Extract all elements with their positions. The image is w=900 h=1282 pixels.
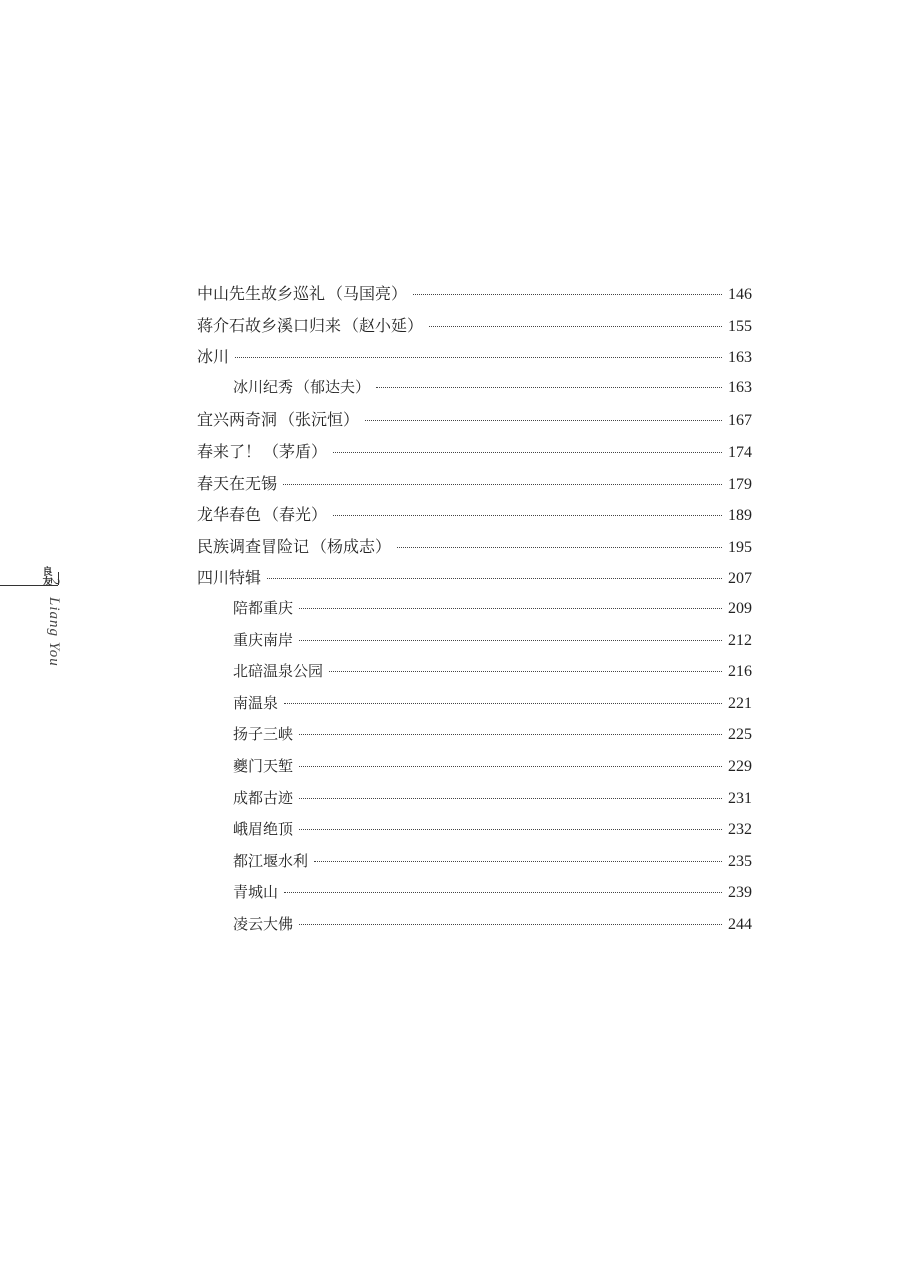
toc-entry-title: 凌云大佛 (233, 914, 294, 933)
toc-entry-page: 225 (728, 726, 752, 744)
toc-entry-title: 峨眉绝顶 (233, 820, 294, 839)
toc-entry[interactable] (197, 723, 752, 755)
toc-entry-title: 宜兴两奇洞 (197, 410, 278, 430)
dot-leader (429, 326, 722, 327)
side-logo: 良友 (40, 566, 51, 586)
toc-entry-author: （茅盾） (263, 441, 328, 461)
toc-entry[interactable] (197, 913, 752, 945)
toc-entry-title: 南温泉 (233, 693, 279, 712)
toc-entry-author: （春光） (263, 505, 328, 525)
toc-entry-page: 212 (728, 631, 752, 649)
toc-entry-page: 232 (728, 821, 752, 839)
dot-leader (235, 357, 722, 358)
toc-entry-page: 221 (728, 694, 752, 712)
toc-entry[interactable] (197, 597, 752, 629)
toc-entry-title: 龙华春色 (197, 505, 262, 525)
dot-leader (299, 829, 722, 830)
dot-leader (283, 484, 722, 485)
toc-entry-page: 179 (728, 475, 752, 493)
toc-entry-page: 155 (728, 317, 752, 335)
dot-leader (376, 387, 722, 388)
dot-leader (267, 578, 722, 579)
toc-entry-page: 216 (728, 663, 752, 681)
toc-entry-title: 北碚温泉公园 (233, 662, 324, 681)
toc-entry[interactable] (197, 439, 752, 471)
dot-leader (397, 547, 722, 548)
toc-entry-title: 重庆南岸 (233, 630, 294, 649)
toc-entry[interactable] (197, 471, 752, 503)
toc-entry[interactable] (197, 629, 752, 661)
toc-entry-page: 167 (728, 412, 752, 430)
toc-entry-author: （马国亮） (327, 284, 408, 303)
toc-entry-page: 209 (728, 599, 752, 617)
toc-entry-title: 冰川纪秀 (233, 377, 294, 396)
dot-leader (314, 861, 722, 862)
dot-leader (299, 798, 722, 799)
dot-leader (284, 892, 722, 893)
toc-entry-title: 都江堰水利 (233, 851, 309, 870)
toc-entry-author: （张沅恒） (279, 410, 360, 430)
dot-leader (299, 766, 722, 767)
page-number: 2 (48, 578, 63, 585)
toc-entry-page: 163 (728, 349, 752, 367)
toc-entry-author: （郁达夫） (295, 377, 371, 396)
dot-leader (284, 703, 722, 704)
toc-entry[interactable] (197, 281, 752, 313)
toc-entry-title: 春天在无锡 (197, 473, 278, 493)
dot-leader (365, 420, 722, 421)
toc-entry[interactable] (197, 755, 752, 787)
dot-leader (299, 640, 722, 641)
toc-entry[interactable] (197, 502, 752, 534)
toc-entry-page: 229 (728, 757, 752, 775)
toc-entry[interactable] (197, 850, 752, 882)
toc-entry-title: 扬子三峡 (233, 725, 294, 744)
toc-entry-author: （杨成志） (311, 536, 392, 556)
table-of-contents (197, 281, 752, 944)
toc-entry-page: 195 (728, 538, 752, 556)
dot-leader (299, 608, 722, 609)
toc-entry-title: 夔门天堑 (233, 756, 294, 775)
toc-entry-title: 冰川 (197, 347, 230, 367)
toc-entry[interactable] (197, 787, 752, 819)
toc-entry-page: 207 (728, 570, 752, 588)
toc-entry[interactable] (197, 313, 752, 345)
toc-entry-page: 244 (728, 915, 752, 933)
toc-entry-title: 青城山 (233, 883, 279, 902)
toc-entry-title: 蒋介石故乡溪口归来 (197, 315, 342, 335)
toc-entry[interactable] (197, 344, 752, 376)
toc-entry[interactable] (197, 376, 752, 408)
toc-entry-page: 235 (728, 852, 752, 870)
dot-leader (333, 515, 722, 516)
dot-leader (413, 294, 722, 295)
toc-entry-title: 中山先生故乡巡礼 (197, 284, 326, 303)
toc-entry-title: 成都古迹 (233, 788, 294, 807)
toc-entry-title: 四川特辑 (197, 568, 262, 588)
toc-entry-page: 163 (728, 378, 752, 396)
toc-entry[interactable] (197, 818, 752, 850)
dot-leader (329, 671, 722, 672)
toc-entry[interactable] (197, 881, 752, 913)
toc-entry-title: 陪都重庆 (233, 598, 294, 617)
toc-entry[interactable] (197, 565, 752, 597)
toc-entry-author: （赵小延） (343, 315, 424, 335)
toc-entry-page: 231 (728, 789, 752, 807)
toc-entry[interactable] (197, 692, 752, 724)
toc-entry-page: 239 (728, 884, 752, 902)
toc-entry-page: 174 (728, 443, 752, 461)
toc-entry-title: 民族调查冒险记 (197, 536, 310, 556)
toc-entry[interactable] (197, 660, 752, 692)
toc-entry-page: 146 (728, 286, 752, 303)
dot-leader (299, 734, 722, 735)
toc-entry-title: 春来了！ (197, 441, 262, 461)
toc-entry[interactable] (197, 407, 752, 439)
toc-entry-page: 189 (728, 507, 752, 525)
brand-name: Liang You (46, 597, 62, 667)
dot-leader (333, 452, 722, 453)
dot-leader (299, 924, 722, 925)
toc-entry[interactable] (197, 534, 752, 566)
